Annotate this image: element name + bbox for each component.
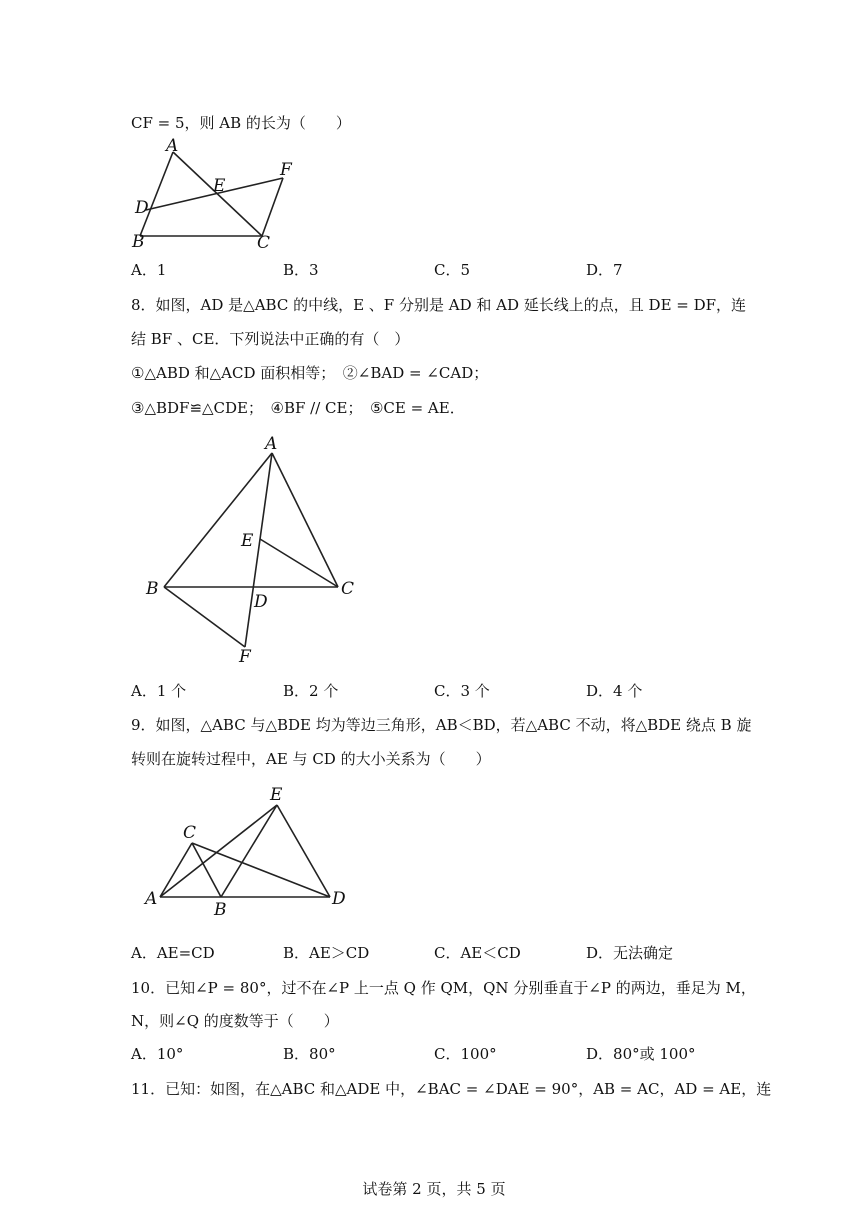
svg-text:F: F [280,160,292,180]
q8-option-b[interactable]: B．2 个 [283,682,339,700]
svg-text:B: B [132,232,145,252]
q10-options [131,1043,751,1065]
q7-options [131,259,751,281]
q9-option-c[interactable]: C．AE＜CD [434,944,521,962]
svg-text:A: A [166,136,179,156]
svg-text:C: C [341,579,355,599]
q10-stem-line2: N，则∠Q 的度数等于（ ） [131,1012,339,1030]
q10-option-c[interactable]: C．100° [434,1045,497,1063]
svg-text:C: C [257,233,271,253]
q7-option-b[interactable]: B．3 [283,261,319,279]
q7-option-a[interactable]: A．1 [131,261,167,279]
q8-statements-2: ③△BDF≌△CDE； ④BF // CE； ⑤CE = AE． [131,399,465,417]
svg-text:B: B [214,900,227,920]
q9-option-d[interactable]: D．无法确定 [586,944,674,962]
q8-stem-line2: 结 BF 、CE．下列说法中正确的有（ ） [131,330,410,348]
q7-option-c[interactable]: C．5 [434,261,471,279]
q9-stem-line2: 转则在旋转过程中，AE 与 CD 的大小关系为（ ） [131,750,491,768]
q10-stem-line1: 10．已知∠P = 80°，过不在∠P 上一点 Q 作 QM，QN 分别垂直于∠P 的两边，垂足为 M， [131,979,756,997]
svg-text:B: B [146,579,159,599]
q7-figure [128,138,308,253]
svg-text:C: C [183,823,197,843]
page-footer: 试卷第 2 页，共 5 页 [362,1180,506,1198]
q11-stem-line1: 11．已知：如图，在△ABC 和△ADE 中，∠BAC = ∠DAE = 90°，AB = AC，AD = AE，连 [131,1080,772,1098]
svg-text:D: D [135,198,149,218]
q10-option-b[interactable]: B．80° [283,1045,336,1063]
svg-text:E: E [241,531,254,551]
svg-text:D: D [254,592,268,612]
q9-options [131,942,751,964]
svg-text:E: E [213,176,226,196]
svg-text:D: D [332,889,346,909]
q10-option-a[interactable]: A．10° [131,1045,184,1063]
svg-text:F: F [239,647,251,667]
svg-text:E: E [270,785,283,805]
q8-stem-line1: 8．如图，AD 是△ABC 的中线，E 、F 分别是 AD 和 AD 延长线上的点，且 DE = DF，连 [131,296,747,314]
svg-text:A: A [265,434,278,454]
q8-statements-1: ①△ABD 和△ACD 面积相等； ②∠BAD = ∠CAD； [131,364,489,382]
q7-option-d[interactable]: D．7 [586,261,623,279]
q8-options [131,680,751,702]
q9-figure [140,780,360,920]
q9-option-b[interactable]: B．AE＞CD [283,944,370,962]
q9-option-a[interactable]: A．AE=CD [131,944,215,962]
q8-option-c[interactable]: C．3 个 [434,682,490,700]
q9-stem-line1: 9．如图，△ABC 与△BDE 均为等边三角形，AB＜BD，若△ABC 不动，将△BDE 绕点 B 旋 [131,716,752,734]
q8-option-a[interactable]: A．1 个 [131,682,187,700]
q10-option-d[interactable]: D．80°或 100° [586,1045,696,1063]
q8-figure [140,425,370,670]
svg-text:A: A [145,889,158,909]
q8-option-d[interactable]: D．4 个 [586,682,643,700]
q7-stem-end: CF = 5，则 AB 的长为（ ） [131,114,351,132]
